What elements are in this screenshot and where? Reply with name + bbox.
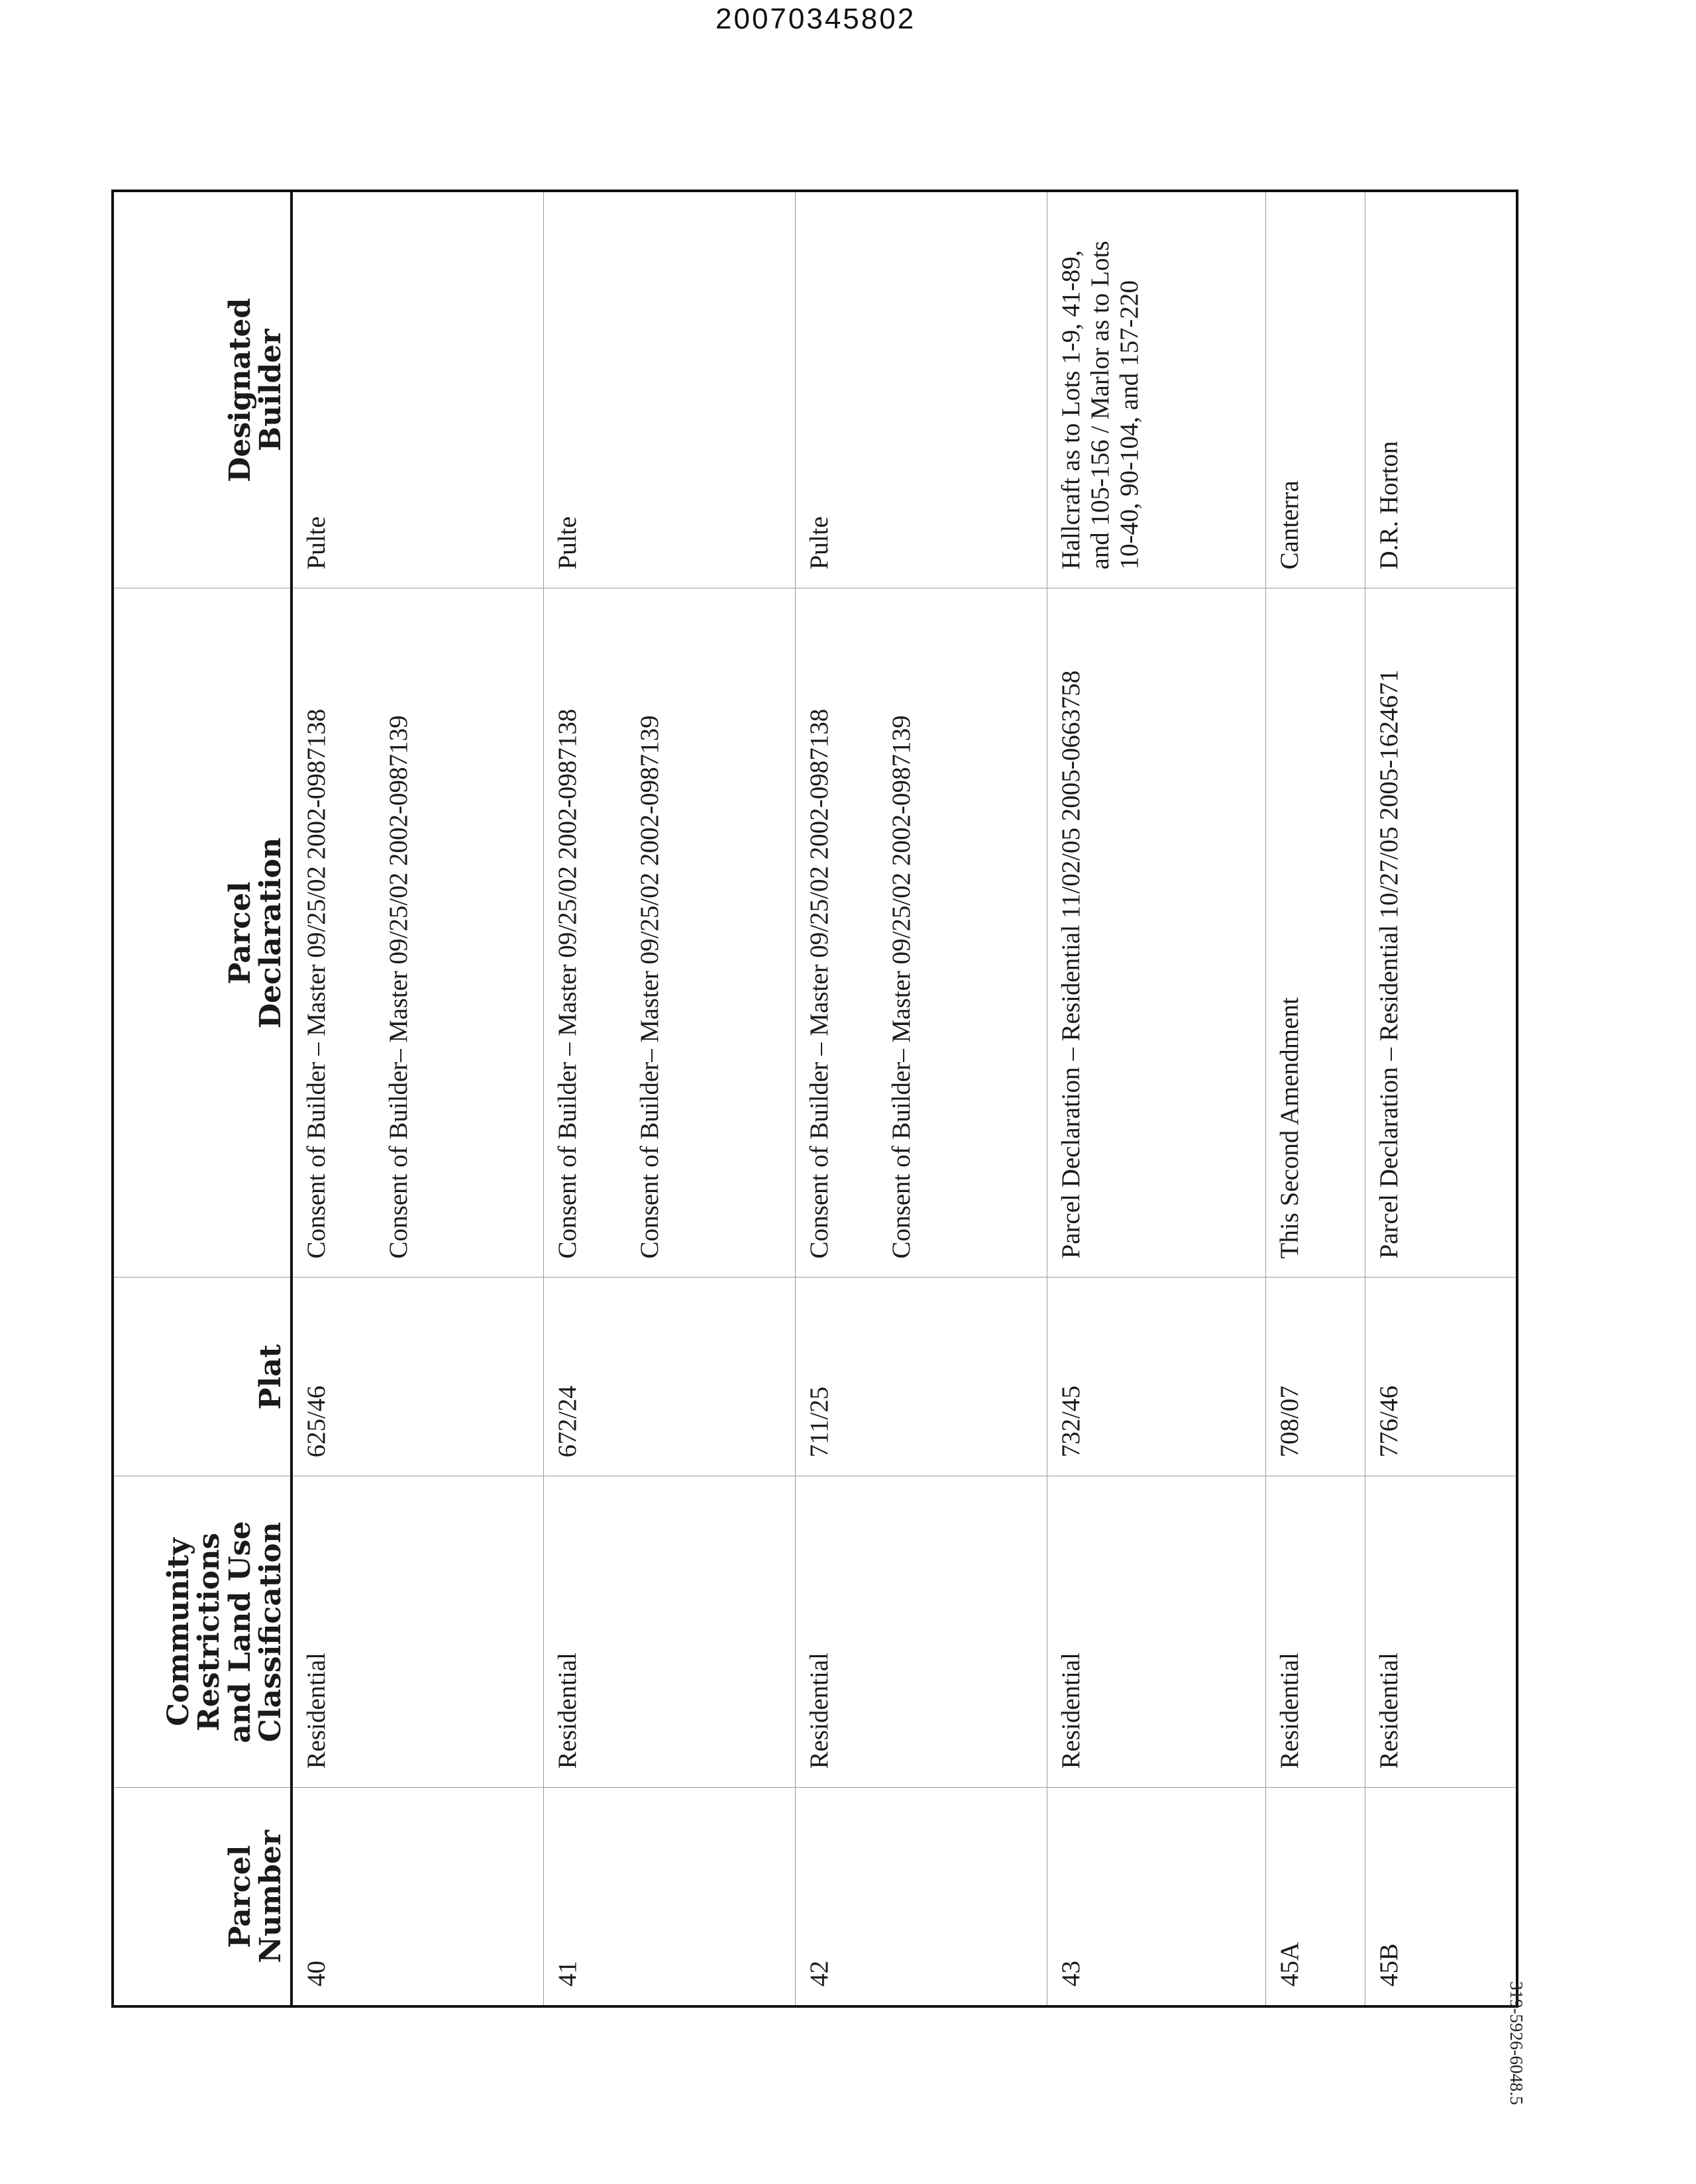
- rotated-table-container: [111, 192, 1516, 2008]
- header-parcel-declaration: [113, 588, 292, 1278]
- table-row: [1265, 191, 1365, 2006]
- parcel-number-cell: 45B: [1365, 1788, 1517, 2006]
- plat-cell: 776/46: [1365, 1278, 1517, 1476]
- document-number: 20070345802: [716, 3, 916, 35]
- declaration-entry: Parcel Declaration – Residential 11/02/05 2005-0663758: [1056, 670, 1085, 1259]
- header-line: and Land Use: [223, 1521, 257, 1743]
- table-header-row: [113, 191, 292, 2006]
- builder-cell: Pulte: [795, 191, 1047, 588]
- header-line: Parcel: [223, 881, 257, 985]
- plat-cell: 672/24: [543, 1278, 795, 1476]
- declaration-entry: Consent of Builder– Master 09/25/02 2002-0987139: [384, 715, 413, 1259]
- header-line: Restrictions: [192, 1533, 227, 1731]
- table-row: [543, 191, 795, 2006]
- declaration-cell: [543, 588, 795, 1278]
- header-line: Plat: [253, 1344, 288, 1410]
- plat-cell: 708/07: [1265, 1278, 1365, 1476]
- parcel-number-cell: 42: [795, 1788, 1047, 2006]
- header-classification: [113, 1476, 292, 1788]
- declaration-entry: Consent of Builder – Master 09/25/02 2002-0987138: [804, 708, 833, 1259]
- table-row: [292, 191, 543, 2006]
- table-row: [1047, 191, 1265, 2006]
- header-line: Designated: [223, 298, 257, 482]
- header-line: Classification: [253, 1521, 288, 1743]
- plat-cell: 625/46: [292, 1278, 543, 1476]
- classification-cell: Residential: [795, 1476, 1047, 1788]
- builder-cell: Canterra: [1265, 191, 1365, 588]
- header-designated-builder: [113, 191, 292, 588]
- parcel-number-cell: 40: [292, 1788, 543, 2006]
- declaration-cell: [1265, 588, 1365, 1278]
- classification-cell: Residential: [1047, 1476, 1265, 1788]
- header-parcel-number: [113, 1788, 292, 2006]
- classification-cell: Residential: [1365, 1476, 1517, 1788]
- declaration-cell: [292, 588, 543, 1278]
- declaration-entry: Consent of Builder– Master 09/25/02 2002-0987139: [886, 715, 916, 1259]
- table-row: [795, 191, 1047, 2006]
- table-row: [1365, 191, 1517, 2006]
- parcel-number-cell: 43: [1047, 1788, 1265, 2006]
- header-line: Builder: [253, 329, 288, 452]
- header-line: Community: [162, 1537, 196, 1727]
- header-line: Declaration: [253, 837, 288, 1029]
- builder-cell: Hallcraft as to Lots 1-9, 41-89, and 105-156 / Marlor as to Lots 10-40, 90-104, and 157-220: [1047, 191, 1265, 588]
- classification-cell: Residential: [1265, 1476, 1365, 1788]
- builder-cell: Pulte: [292, 191, 543, 588]
- header-plat: [113, 1278, 292, 1476]
- declaration-cell: [1365, 588, 1517, 1278]
- builder-cell: Pulte: [543, 191, 795, 588]
- declaration-entry: Parcel Declaration – Residential 10/27/05 2005-1624671: [1374, 669, 1403, 1259]
- parcel-number-cell: 45A: [1265, 1788, 1365, 2006]
- declaration-cell: [795, 588, 1047, 1278]
- header-line: Parcel: [223, 1845, 257, 1948]
- declaration-entry: Consent of Builder – Master 09/25/02 2002-0987138: [553, 708, 582, 1259]
- plat-cell: 711/25: [795, 1278, 1047, 1476]
- parcel-number-cell: 41: [543, 1788, 795, 2006]
- declaration-entry: Consent of Builder– Master 09/25/02 2002-0987139: [635, 715, 664, 1259]
- parcel-table: [111, 190, 1518, 2008]
- builder-cell: D.R. Horton: [1365, 191, 1517, 588]
- plat-cell: 732/45: [1047, 1278, 1265, 1476]
- classification-cell: Residential: [292, 1476, 543, 1788]
- declaration-entry: Consent of Builder – Master 09/25/02 2002-0987138: [302, 708, 331, 1259]
- classification-cell: Residential: [543, 1476, 795, 1788]
- declaration-cell: [1047, 588, 1265, 1278]
- header-line: Number: [253, 1829, 288, 1963]
- side-reference-code: 319-5926-6048.5: [1507, 1981, 1526, 2105]
- declaration-entry: This Second Amendment: [1275, 997, 1304, 1259]
